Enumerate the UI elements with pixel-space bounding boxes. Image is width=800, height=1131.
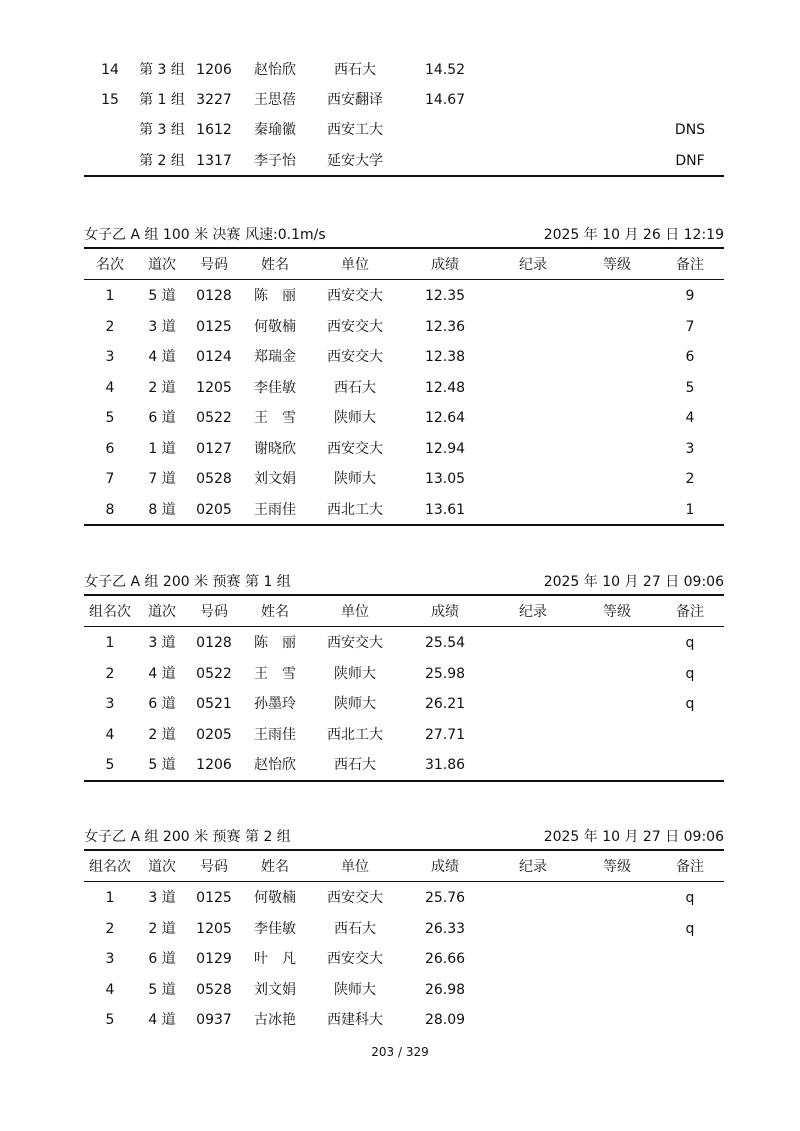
cell-note: [656, 750, 724, 780]
cell-num: 0522: [196, 666, 232, 682]
cell-name: 赵怡欣: [254, 62, 296, 78]
cell-record: [496, 312, 570, 342]
cell-note: q: [685, 666, 695, 682]
table-bottom-rule: [84, 524, 724, 526]
page-number: 203 / 329: [371, 1045, 429, 1059]
table-row: [84, 750, 724, 780]
cell-num: 0129: [196, 951, 232, 967]
cell-result: 26.33: [424, 921, 466, 937]
cell-result: 27.71: [424, 727, 466, 743]
cell-num: 0128: [196, 288, 232, 304]
cell-result: 成绩: [431, 859, 459, 875]
cell-rank: 4: [105, 380, 115, 396]
cell-num: 号码: [200, 859, 228, 875]
cell-note: [656, 944, 724, 974]
cell-unit: 单位: [341, 257, 369, 273]
cell-num: 0125: [196, 319, 232, 335]
cell-grade: [582, 312, 652, 342]
cell-lane: 6 道: [148, 410, 176, 426]
cell-num: 号码: [200, 604, 228, 620]
table-row: [84, 720, 724, 750]
cell-name: 王 雪: [254, 666, 296, 682]
table-row: [84, 1005, 724, 1035]
cell-unit: 陕师大: [334, 471, 376, 487]
cell-name: 陈 丽: [254, 635, 296, 651]
cell-grade: [582, 975, 652, 1005]
header-top-rule: [84, 247, 724, 249]
cell-unit: 西安交大: [327, 349, 383, 365]
cell-grade: [582, 464, 652, 494]
cell-name: 李佳敏: [254, 921, 296, 937]
cell-record: [496, 403, 570, 433]
cell-grade: [582, 883, 652, 913]
cell-num: 1206: [196, 62, 232, 78]
cell-record: [496, 883, 570, 913]
cell-result: 12.35: [424, 288, 466, 304]
cell-name: 刘文娟: [254, 471, 296, 487]
cell-note: q: [685, 696, 695, 712]
cell-grade: 等级: [603, 604, 631, 620]
cell-num: 0124: [196, 349, 232, 365]
cell-grade: [582, 85, 652, 115]
cell-unit: 单位: [341, 604, 369, 620]
cell-num: 0128: [196, 635, 232, 651]
cell-lane: 5 道: [148, 757, 176, 773]
cell-rank: 5: [105, 1012, 115, 1028]
cell-name: 王雨佳: [254, 727, 296, 743]
header-top-rule: [84, 594, 724, 596]
cell-result: [408, 146, 482, 176]
cell-rank: 15: [101, 92, 119, 108]
cell-record: [496, 281, 570, 311]
cell-lane: 3 道: [148, 635, 176, 651]
table-row: [84, 146, 724, 176]
cell-num: 1205: [196, 380, 232, 396]
cell-lane: 1 道: [148, 441, 176, 457]
cell-num: 0522: [196, 410, 232, 426]
cell-note: q: [685, 890, 695, 906]
cell-note: 2: [685, 471, 695, 487]
cell-lane: 5 道: [148, 288, 176, 304]
cell-result: 成绩: [431, 257, 459, 273]
table-row: [84, 689, 724, 719]
cell-lane: 道次: [148, 257, 176, 273]
cell-grade: [582, 373, 652, 403]
cell-record: 纪录: [519, 257, 547, 273]
cell-result: 25.76: [424, 890, 466, 906]
cell-num: 0205: [196, 727, 232, 743]
cell-unit: 西石大: [334, 380, 376, 396]
cell-result: 26.98: [424, 982, 466, 998]
cell-record: [496, 342, 570, 372]
cell-result: [408, 115, 482, 145]
table-bottom-rule: [84, 175, 724, 177]
cell-name: 王 雪: [254, 410, 296, 426]
cell-result: 31.86: [424, 757, 466, 773]
cell-note: 备注: [676, 859, 704, 875]
cell-grade: [582, 342, 652, 372]
cell-result: 12.64: [424, 410, 466, 426]
cell-unit: 西安工大: [327, 122, 383, 138]
cell-record: [496, 1005, 570, 1035]
event-datetime: 2025 年 10 月 27 日 09:06: [543, 574, 724, 590]
event-title: 女子乙 A 组 200 米 预赛 第 2 组: [84, 829, 291, 845]
table-row: [84, 342, 724, 372]
cell-grade: [582, 281, 652, 311]
table-header: [84, 250, 724, 280]
cell-grade: 等级: [603, 859, 631, 875]
cell-result: 12.94: [424, 441, 466, 457]
cell-rank: 2: [105, 666, 115, 682]
cell-note: DNF: [675, 153, 705, 169]
cell-note: 7: [685, 319, 695, 335]
cell-note: 6: [685, 349, 695, 365]
cell-result: 13.61: [424, 502, 466, 518]
cell-unit: 西北工大: [327, 727, 383, 743]
cell-num: 0125: [196, 890, 232, 906]
cell-grade: [582, 403, 652, 433]
cell-result: 12.48: [424, 380, 466, 396]
cell-note: [656, 85, 724, 115]
cell-result: 12.38: [424, 349, 466, 365]
cell-lane: 2 道: [148, 380, 176, 396]
cell-lane: 第 2 组: [139, 153, 185, 169]
cell-record: [496, 975, 570, 1005]
header-bottom-rule: [84, 279, 724, 280]
cell-note: 3: [685, 441, 695, 457]
cell-note: [656, 55, 724, 85]
cell-num: 1612: [196, 122, 232, 138]
cell-name: 王思蓓: [254, 92, 296, 108]
cell-lane: 3 道: [148, 890, 176, 906]
cell-unit: 西安交大: [327, 951, 383, 967]
cell-record: 纪录: [519, 859, 547, 875]
event-datetime: 2025 年 10 月 27 日 09:06: [543, 829, 724, 845]
cell-result: 13.05: [424, 471, 466, 487]
cell-result: 25.98: [424, 666, 466, 682]
cell-result: 成绩: [431, 604, 459, 620]
cell-lane: 4 道: [148, 1012, 176, 1028]
cell-unit: 延安大学: [327, 153, 383, 169]
table-row: [84, 85, 724, 115]
cell-note: DNS: [674, 122, 706, 138]
cell-note: 备注: [676, 604, 704, 620]
cell-record: [496, 495, 570, 525]
cell-grade: [582, 750, 652, 780]
cell-grade: [582, 1005, 652, 1035]
cell-lane: 7 道: [148, 471, 176, 487]
cell-note: 1: [685, 502, 695, 518]
cell-record: [496, 85, 570, 115]
cell-rank: 1: [105, 288, 115, 304]
cell-record: [496, 115, 570, 145]
cell-lane: 6 道: [148, 951, 176, 967]
cell-num: 0521: [196, 696, 232, 712]
table-row: [84, 464, 724, 494]
cell-lane: 8 道: [148, 502, 176, 518]
table-row: [84, 434, 724, 464]
cell-num: 0937: [196, 1012, 232, 1028]
cell-grade: [582, 146, 652, 176]
cell-grade: [582, 914, 652, 944]
cell-rank: 3: [105, 349, 115, 365]
table-row: [84, 883, 724, 913]
cell-lane: 4 道: [148, 349, 176, 365]
cell-record: [496, 55, 570, 85]
cell-rank: 2: [105, 319, 115, 335]
cell-note: 4: [685, 410, 695, 426]
table-header: [84, 597, 724, 627]
table-row: [84, 373, 724, 403]
cell-record: [496, 914, 570, 944]
cell-name: 孙墨玲: [254, 696, 296, 712]
cell-lane: 4 道: [148, 666, 176, 682]
cell-lane: 道次: [148, 604, 176, 620]
cell-record: [496, 434, 570, 464]
cell-name: 何敬楠: [254, 319, 296, 335]
cell-lane: 5 道: [148, 982, 176, 998]
cell-rank: 4: [105, 982, 115, 998]
cell-record: 纪录: [519, 604, 547, 620]
cell-num: 0127: [196, 441, 232, 457]
cell-rank: 名次: [96, 257, 124, 273]
cell-rank: 2: [105, 921, 115, 937]
table-row: [84, 115, 724, 145]
cell-num: 3227: [196, 92, 232, 108]
cell-record: [496, 373, 570, 403]
cell-num: 0528: [196, 982, 232, 998]
cell-record: [496, 720, 570, 750]
cell-rank: 3: [105, 696, 115, 712]
cell-rank: 5: [105, 757, 115, 773]
event-datetime: 2025 年 10 月 26 日 12:19: [543, 227, 724, 243]
cell-rank: [84, 146, 136, 176]
event-title: 女子乙 A 组 100 米 决赛 风速:0.1m/s: [84, 227, 326, 243]
cell-note: [656, 975, 724, 1005]
cell-unit: 西石大: [334, 62, 376, 78]
cell-rank: 14: [101, 62, 119, 78]
cell-result: 26.21: [424, 696, 466, 712]
cell-unit: 西安交大: [327, 319, 383, 335]
cell-grade: [582, 434, 652, 464]
cell-name: 李子怡: [254, 153, 296, 169]
cell-grade: [582, 689, 652, 719]
cell-name: 刘文娟: [254, 982, 296, 998]
cell-unit: 西石大: [334, 757, 376, 773]
cell-record: [496, 464, 570, 494]
cell-name: 秦瑜徽: [254, 122, 296, 138]
cell-grade: [582, 55, 652, 85]
cell-rank: 8: [105, 502, 115, 518]
cell-result: 14.52: [424, 62, 466, 78]
cell-unit: 西石大: [334, 921, 376, 937]
cell-note: q: [685, 635, 695, 651]
cell-num: 0205: [196, 502, 232, 518]
table-row: [84, 628, 724, 658]
event-title: 女子乙 A 组 200 米 预赛 第 1 组: [84, 574, 291, 590]
cell-name: 姓名: [261, 859, 289, 875]
table-row: [84, 914, 724, 944]
cell-unit: 西建科大: [327, 1012, 383, 1028]
cell-name: 姓名: [261, 257, 289, 273]
table-header: [84, 852, 724, 882]
cell-rank: 3: [105, 951, 115, 967]
header-top-rule: [84, 849, 724, 851]
cell-result: 14.67: [424, 92, 466, 108]
cell-grade: 等级: [603, 257, 631, 273]
cell-rank: 7: [105, 471, 115, 487]
cell-lane: 6 道: [148, 696, 176, 712]
cell-record: [496, 659, 570, 689]
cell-num: 号码: [200, 257, 228, 273]
cell-name: 陈 丽: [254, 288, 296, 304]
cell-name: 赵怡欣: [254, 757, 296, 773]
table-row: [84, 944, 724, 974]
cell-name: 谢晓欣: [254, 441, 296, 457]
cell-result: 26.66: [424, 951, 466, 967]
cell-lane: 2 道: [148, 921, 176, 937]
cell-unit: 陕师大: [334, 982, 376, 998]
cell-unit: 西安交大: [327, 441, 383, 457]
cell-note: 9: [685, 288, 695, 304]
cell-record: [496, 944, 570, 974]
cell-rank: 1: [105, 890, 115, 906]
cell-record: [496, 628, 570, 658]
cell-note: 备注: [676, 257, 704, 273]
cell-grade: [582, 495, 652, 525]
cell-unit: 西北工大: [327, 502, 383, 518]
cell-num: 1205: [196, 921, 232, 937]
table-row: [84, 281, 724, 311]
cell-note: q: [685, 921, 695, 937]
table-row: [84, 659, 724, 689]
header-bottom-rule: [84, 881, 724, 882]
table-row: [84, 312, 724, 342]
cell-result: 28.09: [424, 1012, 466, 1028]
cell-rank: 4: [105, 727, 115, 743]
cell-lane: 3 道: [148, 319, 176, 335]
cell-lane: 第 1 组: [139, 92, 185, 108]
cell-lane: 2 道: [148, 727, 176, 743]
cell-name: 李佳敏: [254, 380, 296, 396]
cell-unit: 西安翻译: [327, 92, 383, 108]
cell-result: 12.36: [424, 319, 466, 335]
cell-rank: 6: [105, 441, 115, 457]
cell-unit: 单位: [341, 859, 369, 875]
cell-name: 何敬楠: [254, 890, 296, 906]
cell-num: 0528: [196, 471, 232, 487]
cell-name: 郑瑞金: [254, 349, 296, 365]
cell-name: 叶 凡: [254, 951, 296, 967]
cell-record: [496, 689, 570, 719]
cell-record: [496, 146, 570, 176]
cell-record: [496, 750, 570, 780]
cell-grade: [582, 944, 652, 974]
table-row: [84, 975, 724, 1005]
cell-unit: 西安交大: [327, 635, 383, 651]
cell-unit: 陕师大: [334, 666, 376, 682]
cell-lane: 第 3 组: [139, 122, 185, 138]
cell-lane: 第 3 组: [139, 62, 185, 78]
cell-grade: [582, 659, 652, 689]
header-bottom-rule: [84, 626, 724, 627]
cell-rank: 5: [105, 410, 115, 426]
cell-grade: [582, 628, 652, 658]
table-bottom-rule: [84, 780, 724, 782]
table-row: [84, 495, 724, 525]
table-row: [84, 403, 724, 433]
cell-rank: 组名次: [89, 604, 131, 620]
cell-num: 1206: [196, 757, 232, 773]
cell-grade: [582, 720, 652, 750]
cell-grade: [582, 115, 652, 145]
cell-note: [656, 1005, 724, 1035]
cell-unit: 陕师大: [334, 410, 376, 426]
cell-lane: 道次: [148, 859, 176, 875]
cell-name: 王雨佳: [254, 502, 296, 518]
cell-unit: 陕师大: [334, 696, 376, 712]
cell-note: [656, 720, 724, 750]
cell-note: 5: [685, 380, 695, 396]
cell-result: 25.54: [424, 635, 466, 651]
cell-num: 1317: [196, 153, 232, 169]
cell-name: 姓名: [261, 604, 289, 620]
cell-name: 古冰艳: [254, 1012, 296, 1028]
cell-rank: [84, 115, 136, 145]
cell-rank: 组名次: [89, 859, 131, 875]
cell-unit: 西安交大: [327, 890, 383, 906]
cell-unit: 西安交大: [327, 288, 383, 304]
table-row: [84, 55, 724, 85]
cell-rank: 1: [105, 635, 115, 651]
